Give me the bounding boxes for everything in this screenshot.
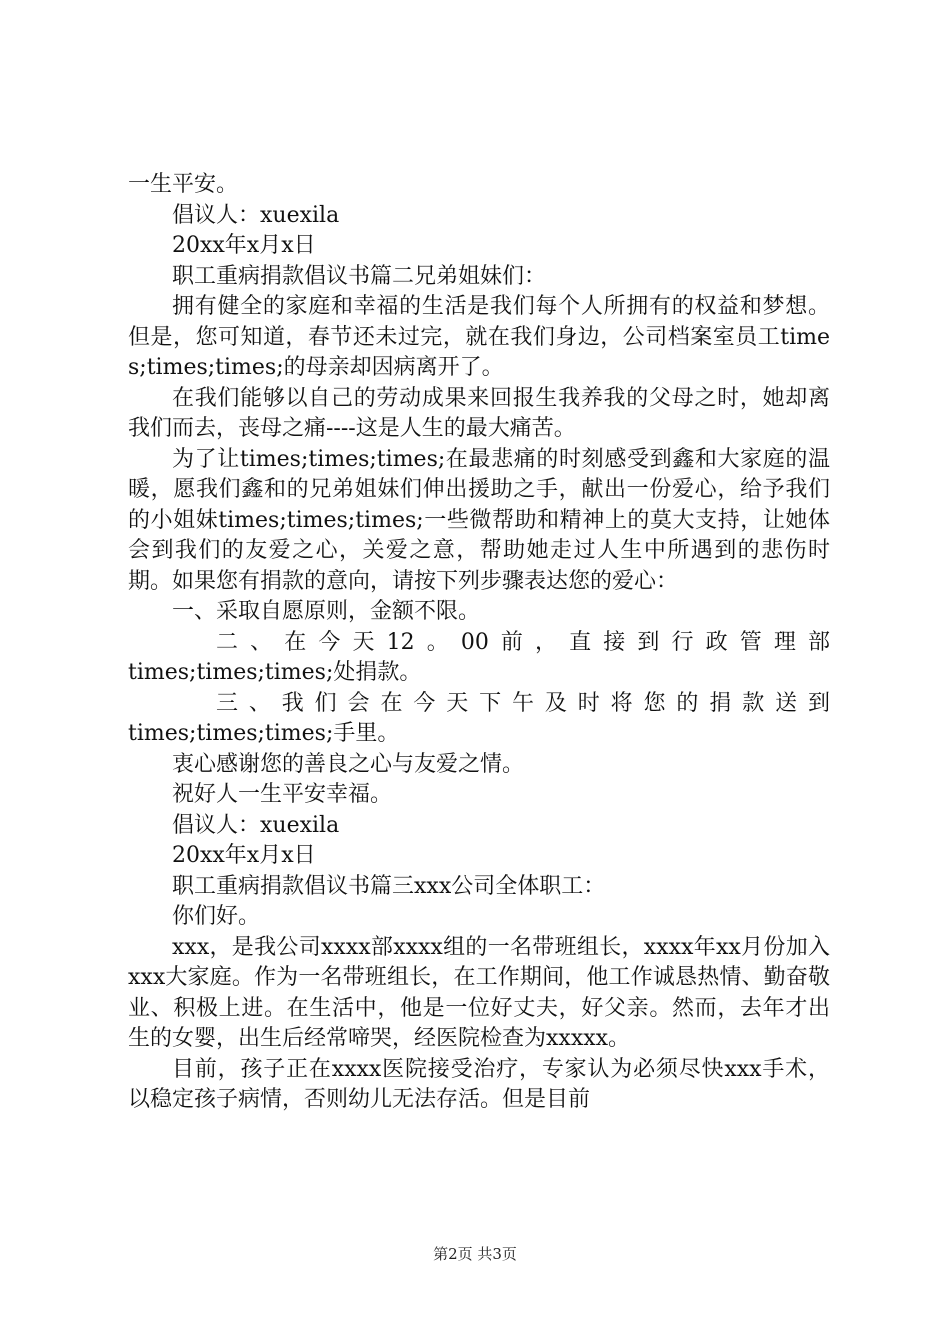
list-item: 三、我们会在今天下午及时将您的捐款送到 bbox=[216, 690, 830, 716]
paragraph: 在我们能够以自己的劳动成果来回报生我养我的父母之时，她却离我们而去，丧母之痛----这是人生的最大痛苦。 bbox=[128, 385, 830, 441]
page-footer: 第2页 共3页 bbox=[433, 1245, 517, 1263]
list-item-continuation: times;times;times;处捐款。 bbox=[128, 660, 422, 685]
list-item-continuation: times;times;times;手里。 bbox=[128, 721, 400, 746]
section-heading: 职工重病捐款倡议书篇二兄弟姐妹们： bbox=[172, 263, 547, 289]
paragraph: 倡议人：xuexila bbox=[172, 202, 340, 228]
paragraph: xxx，是我公司xxxx部xxxx组的一名带班组长，xxxx年xx月份加入xxx大家庭。作为一名带班组长，在工作期间，他工作诚恳热情、勤奋敬业、积极上进。在生活中，他是一位好丈夫，好父亲。然而，去年才出生的女婴，出生后经常啼哭，经医院检查为xxxxx。 bbox=[128, 934, 830, 1051]
section-heading: 职工重病捐款倡议书篇三xxx公司全体职工： bbox=[172, 873, 606, 899]
paragraph: 目前，孩子正在xxxx医院接受治疗，专家认为必须尽快xxx手术，以稳定孩子病情，否则幼儿无法存活。但是目前 bbox=[128, 1056, 830, 1112]
list-item: 二、在今天12。00前，直接到行政管理部 bbox=[216, 629, 830, 655]
greeting: 你们好。 bbox=[172, 904, 261, 929]
signature-line: 倡议人：xuexila bbox=[172, 812, 340, 838]
paragraph: 衷心感谢您的善良之心与友爱之情。 bbox=[172, 751, 525, 777]
paragraph: 一生平安。 bbox=[128, 172, 239, 197]
date-line: 20xx年x月x日 bbox=[172, 843, 316, 868]
list-item: 一、采取自愿原则，金额不限。 bbox=[172, 599, 481, 624]
document-body bbox=[128, 170, 830, 1116]
paragraph: 祝好人一生平安幸福。 bbox=[172, 782, 393, 807]
paragraph: 为了让times;times;times;在最悲痛的时刻感受到鑫和大家庭的温暖，愿我们鑫和的兄弟姐妹们伸出援助之手，献出一份爱心，给予我们的小姐妹times;times;times;一些微帮助和精神上的莫大支持，让她体会到我们的友爱之心，关爱之意，帮助她走过人生中所遇到的悲伤时期。如果您有捐款的意向，请按下列步骤表达您的爱心： bbox=[128, 446, 830, 594]
paragraph: 拥有健全的家庭和幸福的生活是我们每个人所拥有的权益和梦想。但是，您可知道，春节还未过完，就在我们身边，公司档案室员工times;times;times;的母亲却因病离开了。 bbox=[128, 294, 830, 380]
paragraph: 20xx年x月x日 bbox=[172, 233, 316, 258]
